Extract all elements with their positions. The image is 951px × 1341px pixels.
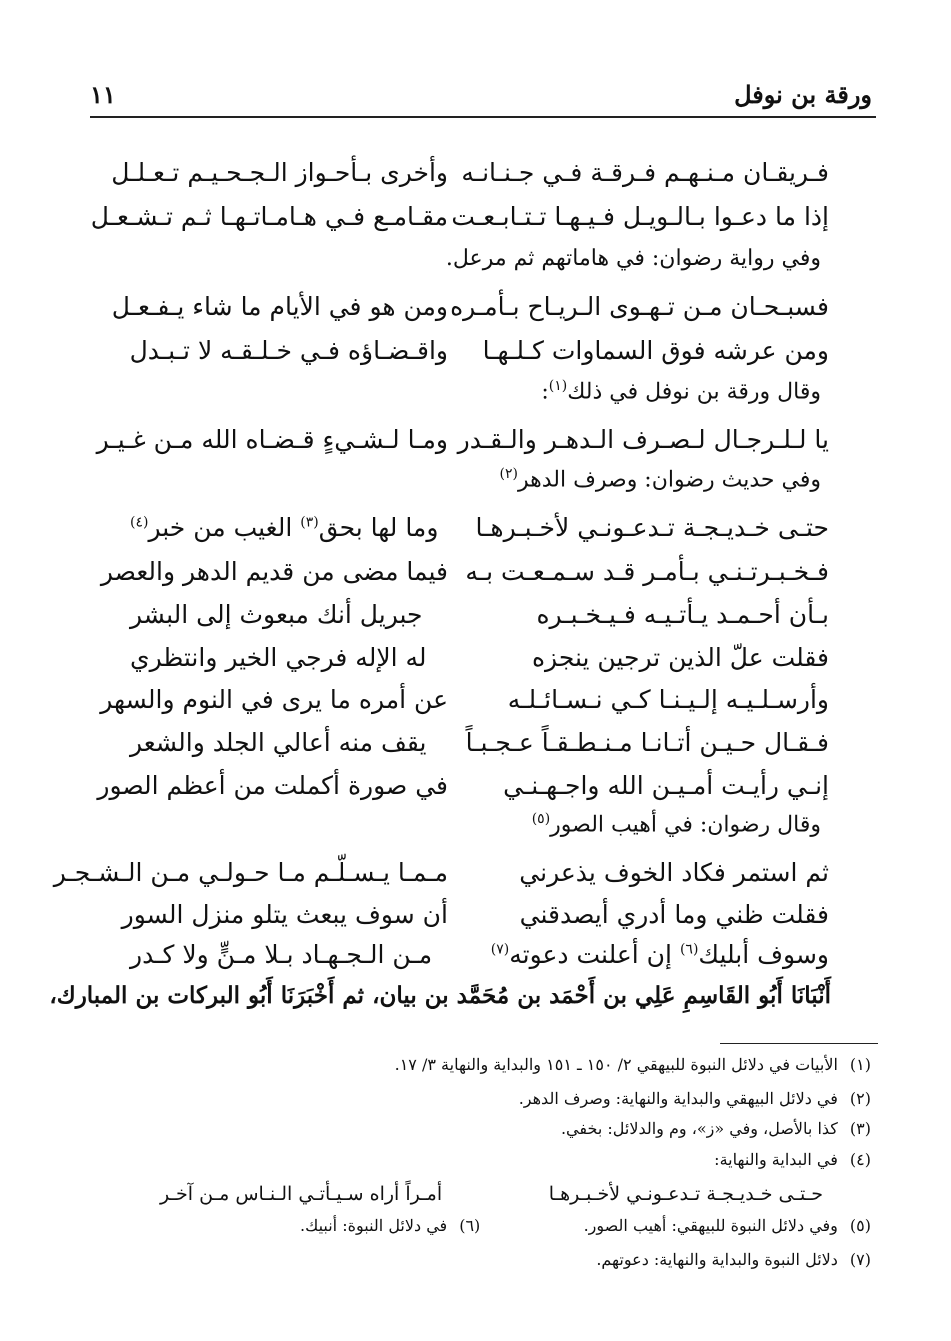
- verse-first-hemistich: فـخـبـرتـنـي بـأمـر قـد سـمـعـت بـه: [465, 557, 829, 586]
- footnote-text: في البداية والنهاية:: [714, 1150, 838, 1169]
- footnote-mark: (٦): [679, 941, 699, 958]
- verse-second-hemistich: عن أمره ما يرى في النوم والسهر: [100, 685, 448, 714]
- footnote-text: الأبيات في دلائل النبوة للبيهقي ٢/ ١٥٠ ـ ١٥١ والبداية والنهاية ٣/ ١٧.: [394, 1055, 838, 1074]
- verse-first-hemistich: فقلت علّ الذين ترجين ينجزه: [531, 643, 829, 672]
- verse-second-hemistich: في صورة أكملت من أعظم الصور: [97, 771, 448, 800]
- verse-text: وسوف أبليك: [698, 940, 829, 969]
- footnote-divider: [720, 1043, 878, 1044]
- footnote: [519, 1089, 871, 1108]
- footnote: [561, 1119, 871, 1138]
- page-number: ١١: [90, 80, 116, 109]
- footnote-text: في دلائل البيهقي والبداية والنهاية: وصرف الدهر.: [518, 1089, 838, 1108]
- footnote-verse-first-hemistich: حـتـى خـديـجـة تـدعـونـي لأخـبـرهـا: [548, 1183, 823, 1205]
- verse-text: إن أعلنت دعوته: [509, 940, 680, 969]
- note-text: وقال ورقة بن نوفل في ذلك: [567, 379, 821, 405]
- verse-second-hemistich: جبريل أنك مبعوث إلى البشر: [130, 600, 423, 629]
- verse-first-hemistich: بـأن أحـمـد يـأتـيـه فـيـخـبـره: [536, 600, 829, 629]
- note-tail: :: [541, 379, 549, 405]
- note-text: وفي حديث رضوان: وصرف الدهر: [517, 467, 821, 493]
- verse-text: وما لها بحق: [318, 513, 439, 542]
- footnote: [300, 1216, 480, 1235]
- verse-first-hemistich: ثم استمر فكاد الخوف يذعرني: [519, 858, 829, 887]
- footnote-text: وفي دلائل النبوة للبيهقي: أهيب الصور.: [583, 1216, 838, 1235]
- verse-second-hemistich: واقـضـاؤه فـي خـلـقـه لا تـبـدل: [129, 336, 448, 365]
- narration-note: وفي رواية رضوان: في هاماتهم ثم مرعل.: [445, 246, 821, 271]
- footnote-number: (٥): [849, 1216, 871, 1235]
- footnote-number: (٦): [459, 1216, 481, 1235]
- narration-note: [532, 811, 821, 837]
- verse-first-hemistich: إنـي رأيـت أمـيـن الله واجـهـنـي: [503, 771, 829, 800]
- narration-note: [541, 378, 821, 404]
- footnote: [596, 1250, 871, 1269]
- footnote-mark: (٢): [499, 466, 518, 482]
- footnote-text: دلائل النبوة والبداية والنهاية: دعوتهم.: [596, 1250, 838, 1269]
- note-text: وقال رضوان: في أهيب الصور: [550, 812, 821, 838]
- footnote-number: (٤): [849, 1150, 871, 1169]
- footnote-number: (٣): [849, 1119, 871, 1138]
- verse-second-hemistich: فيما مضى من قديم الدهر والعصر: [100, 557, 448, 586]
- verse-first-hemistich: فـريقـان مـنـهـم فـرقـة فـي جـنـانـه: [461, 158, 829, 187]
- verse-second-hemistich: ومـا لـشـيءٍ قـضـاه الله مـن غـيـر: [96, 425, 448, 454]
- footnote-mark: (٥): [531, 811, 551, 827]
- footnote-number: (٢): [849, 1089, 871, 1108]
- narration-note: [500, 466, 822, 492]
- verse-first-hemistich: يا لـلـرجـال لـصـرف الـدهـر والـقـدر: [457, 425, 829, 454]
- verse-second-hemistich: وأخرى بـأحـواز الـجـحـيـم تـعـلـل: [111, 158, 448, 187]
- verse-second-hemistich: مقـامـع فـي هـامـاتـهـا ثـم تـشـعـل: [90, 202, 448, 231]
- verse-first-hemistich: [490, 940, 829, 969]
- verse-second-hemistich: مـمـا يـسـلّـم مـا حـولـي مـن الـشـجـر: [53, 858, 448, 887]
- footnote-mark: (١): [548, 378, 568, 394]
- footnote-verse-second-hemistich: أمـراً أراه سـيـأتـي الـنـاس مـن آخـر: [160, 1183, 443, 1205]
- footnote-mark: (٤): [130, 514, 149, 531]
- verse-second-hemistich: أن سوف يبعث يتلو منزل السور: [121, 900, 448, 929]
- verse-first-hemistich: فـقـال حـيـن أتـانـا مـنـطـقـاً عـجـبـاً: [465, 728, 829, 757]
- verse-first-hemistich: فسبـحـان مـن تـهـوى الـريـاح بـأمـره: [450, 292, 829, 321]
- footnote-mark: (٣): [300, 514, 319, 531]
- footnote-number: (٧): [849, 1250, 871, 1269]
- footnote-text: في دلائل النبوة: أنبيك.: [300, 1216, 448, 1235]
- verse-text: الغيب من خبر: [148, 513, 301, 542]
- verse-second-hemistich: ومن هو في الأيام ما شاء يـفـعـل: [111, 292, 448, 321]
- page-header: [90, 78, 876, 118]
- footnote-text: كذا بالأصل، وفي «ز»، وم والدلائل: بخفي.: [560, 1119, 838, 1138]
- footnote-number: (١): [849, 1055, 871, 1074]
- verse-first-hemistich: فقلت ظني وما أدري أيصدقني: [519, 900, 829, 929]
- footnote: [395, 1055, 871, 1074]
- verse-second-hemistich: له الإله فرجي الخير وانتظري: [130, 643, 427, 672]
- verse-second-hemistich: يقف منه أعالي الجلد والشعر: [130, 728, 427, 757]
- running-title: ورقة بن نوفل: [734, 80, 872, 109]
- prose-line: أَنْبَانَا أَبُو القَاسِمِ عَلِي بن أَحْمَد بن مُحَمَّد بن بيان، ثم أَخْبَرَنَا أَبُو البركات بن المبارك،: [49, 982, 831, 1009]
- verse-first-hemistich: ومن عرشه فوق السماوات كـلـهـا: [482, 336, 829, 365]
- verse-second-hemistich: [130, 513, 448, 542]
- verse-first-hemistich: حتـى خـديـجـة تـدعـونـي لأخـبـرهـا: [475, 513, 829, 542]
- verse-second-hemistich: مـن الـجـهـاد بـلا مـنٍّ ولا كـدر: [130, 940, 433, 969]
- footnote: [714, 1150, 871, 1169]
- verse-first-hemistich: وأرسـلـيـه إلـيـنـا كـي نـسـائـلـه: [507, 685, 829, 714]
- footnote: [584, 1216, 871, 1235]
- footnote-mark: (٧): [490, 941, 510, 958]
- verse-first-hemistich: إذا ما دعـوا بـالـويـل فـيـهـا تـتـابـعـت: [451, 202, 829, 231]
